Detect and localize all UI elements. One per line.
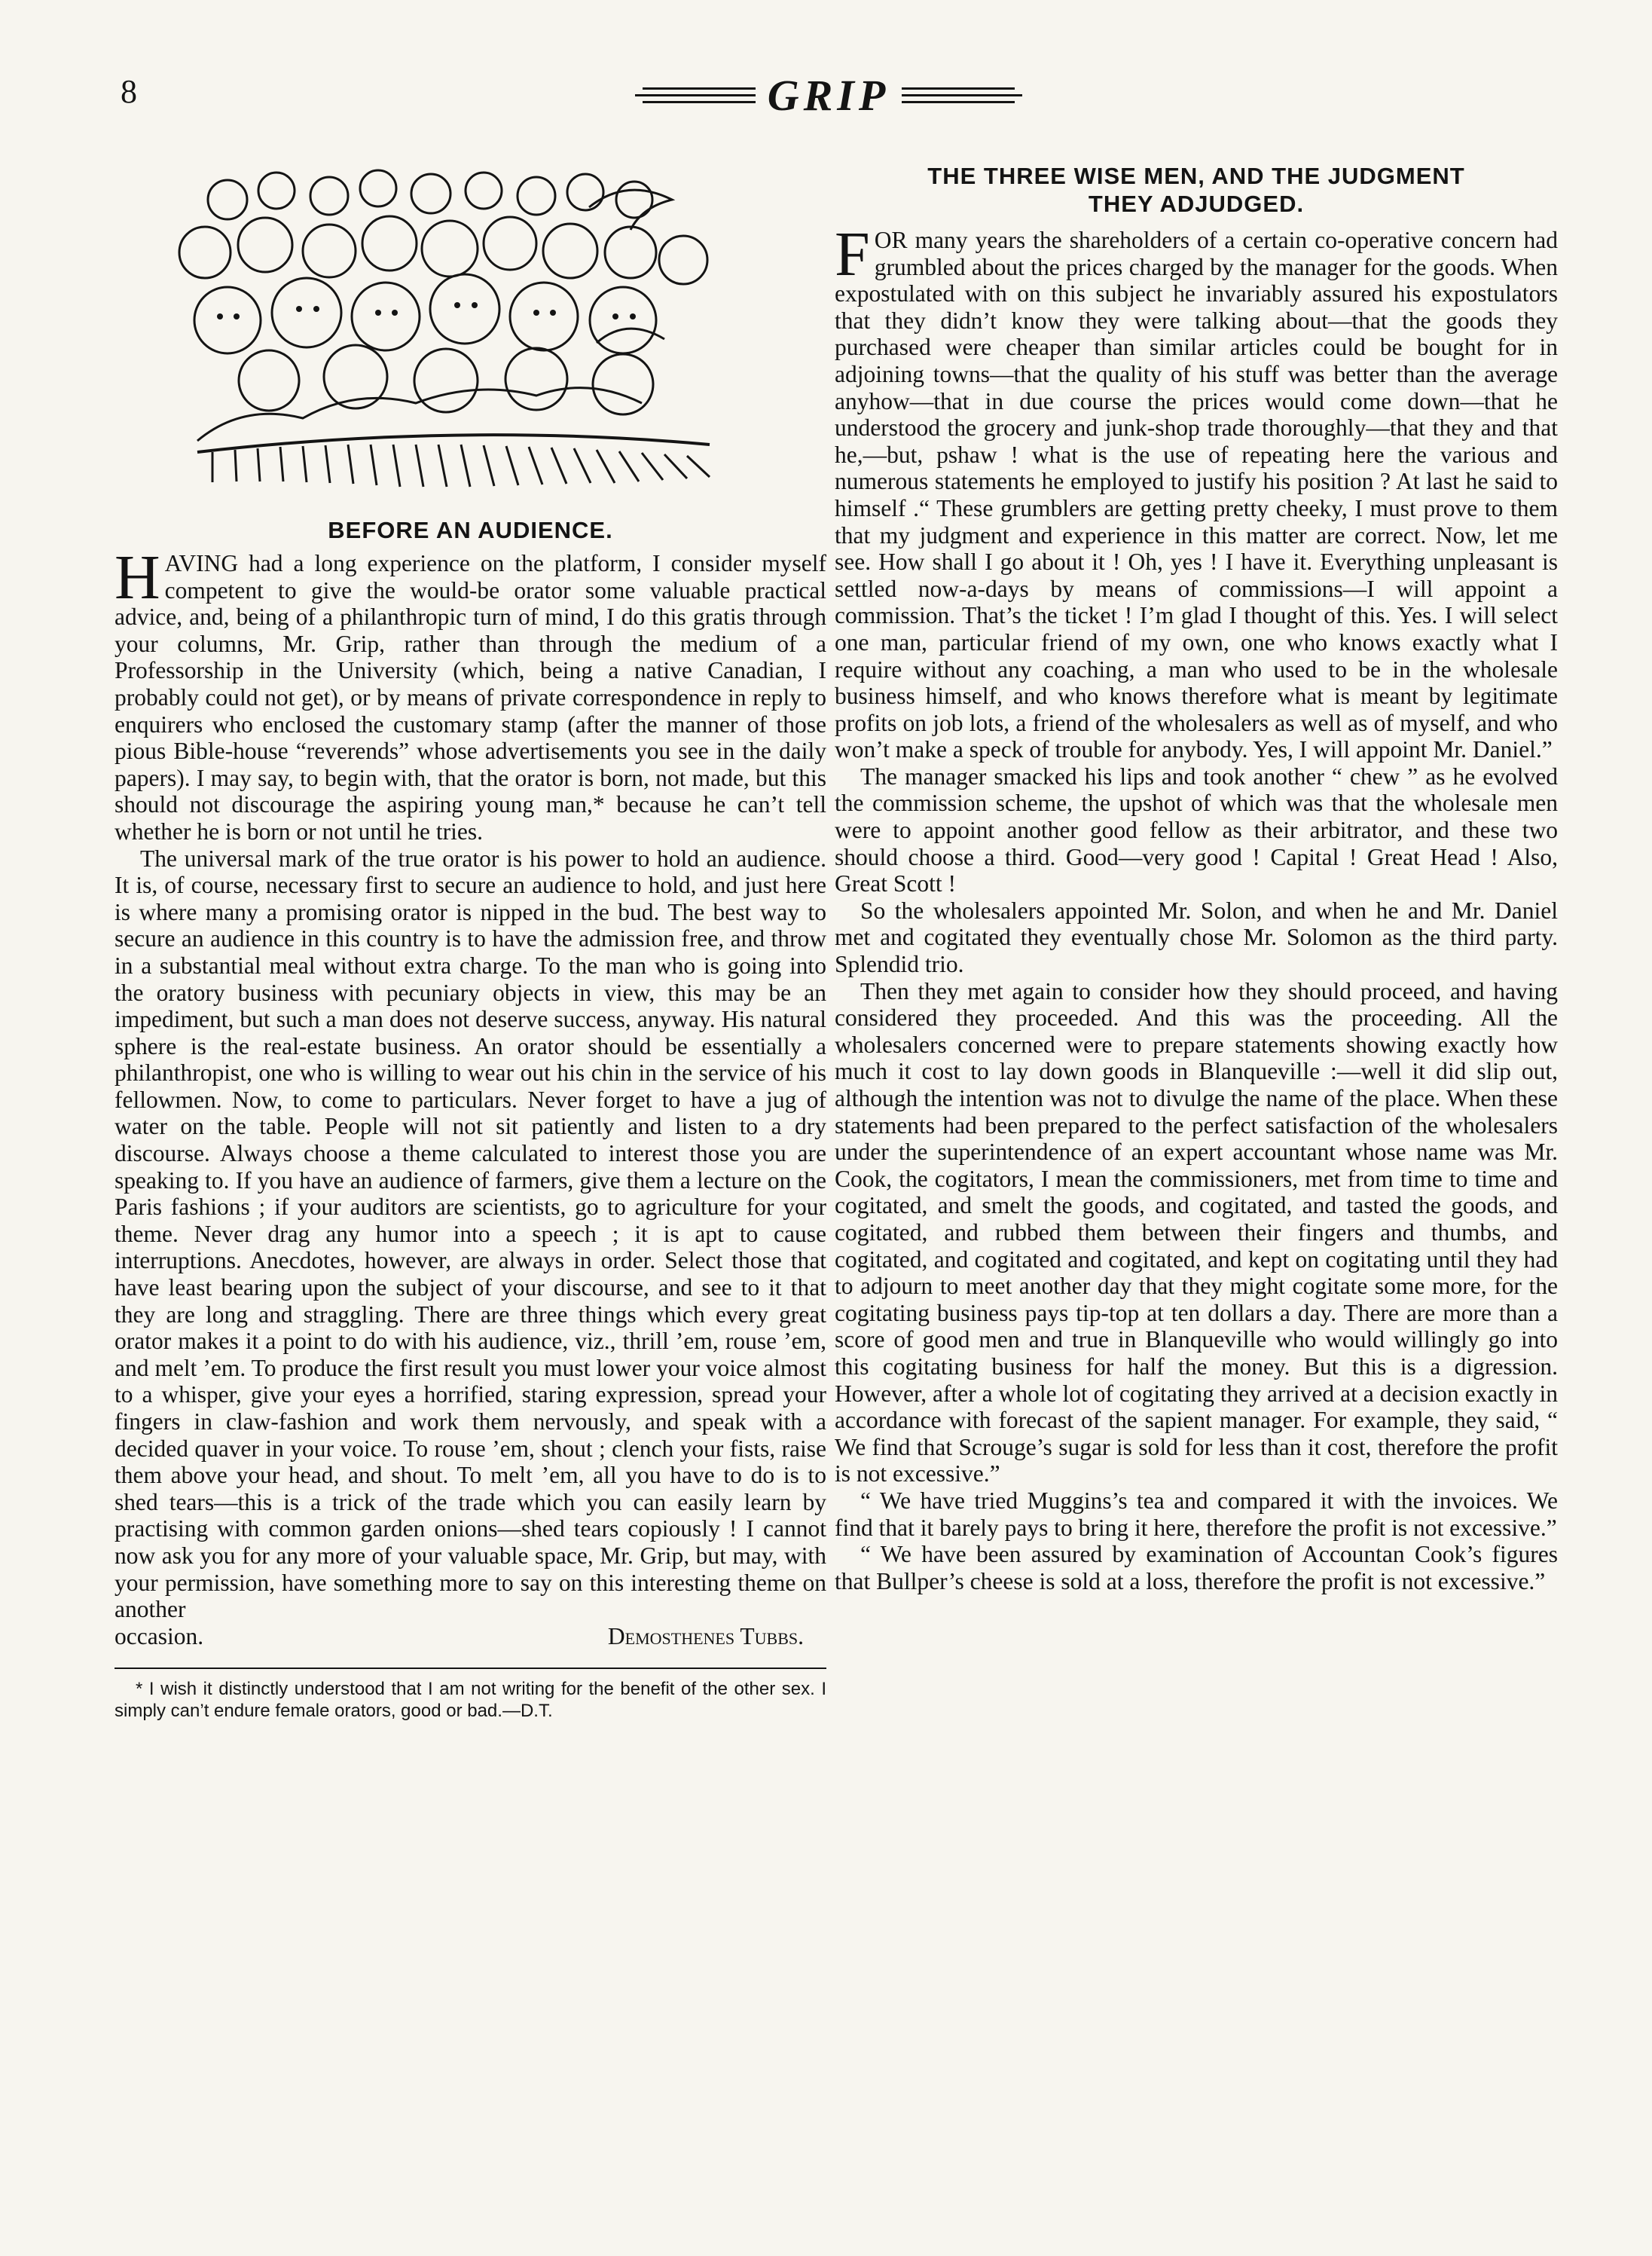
page-number: 8 xyxy=(121,73,137,110)
right-paragraph-6: “ We have been assured by examination of Accountan Cook’s figures that Bullper’s cheese is sold at a loss, therefore the profit is not excessive.” xyxy=(835,1541,1558,1594)
author-signature: Demosthenes Tubbs. xyxy=(607,1622,804,1649)
closing-word: occasion. xyxy=(115,1622,204,1649)
footnote-divider xyxy=(115,1668,826,1669)
right-paragraph-5: “ We have tried Muggins’s tea and compared it with the invoices. We find that it barely pays to bring it here, therefore the profit is not excessive.” xyxy=(835,1487,1558,1541)
footnote: * I wish it distinctly understood that I am not writing for the benefit of the other sex. I simply can’t endure female orators, good or bad.—D.T. xyxy=(115,1679,826,1722)
right-paragraph-3: So the wholesalers appointed Mr. Solon, and when he and Mr. Daniel met and cogitated they eventually chose Mr. Solomon as the third party. Splendid trio. xyxy=(835,897,1558,978)
right-paragraph-2: The manager smacked his lips and took another “ chew ” as he evolved the commission scheme, the upshot of which was that the wholesale men were to appoint another good fellow as their arbitrator, and these two should choose a third. Good—very good ! Capital ! Great Head ! Also, Great Scott ! xyxy=(835,763,1558,897)
right-column xyxy=(835,162,1558,1594)
masthead-rule-left xyxy=(635,87,756,103)
right-article-title-line-1: THE THREE WISE MEN, AND THE JUDGMENT xyxy=(927,163,1465,189)
left-paragraph-2: The universal mark of the true orator is his power to hold an audience. It is, of course, necessary first to secure an audience to hold, and just here is where many a promising orator is nipped in the bud. The best way to secure an audience in this country is to have the admission free, and throw in a substantial meal without extra charge. To the man who is going into the oratory business with pecuniary objects in view, this may be an impediment, but such a man does not deserve success, anyway. His natural sphere is the real-estate business. An orator should be essentially a philanthropist, one who is willing to wear out his chin in the service of his fellowmen. Now, to come to particulars. Never forget to have a jug of water on the table. People will not sit patiently and listen to a dry discourse. Always choose a theme calculated to interest those you are speaking to. If you have an audience of farmers, give them a lecture on the Paris fashions ; if your auditors are scientists, go to agriculture for your theme. Never drag any humor into a speech ; it is apt to cause interruptions. Anecdotes, however, are always in order. Select those that have least bearing upon the subject of your discourse, and see to it that they are long and straggling. There are three things which every great orator makes it a point to do with his audience, viz., thrill ’em, rouse ’em, and melt ’em. To produce the first result you must lower your voice almost to a whisper, give your eyes a horrified, staring expression, spread your fingers in claw-fashion and work them nervously, and speak with a decided quaver in your voice. To rouse ’em, shout ; clench your fists, raise them above your head, and shout. To melt ’em, all you have to do is to shed tears—this is a trick of the trade which you can easily learn by practising with common garden onions—shed tears copiously ! I cannot now ask you for any more of your valuable space, Mr. Grip, but may, with your permission, have something more to say on this interesting theme on another xyxy=(115,845,826,1623)
left-paragraph-1: HAVING had a long experience on the platform, I consider myself competent to give the would-be orator some valuable practical advice, and, being of a philanthropic turn of mind, I do this gratis through your columns, Mr. Grip, rather than through the medium of a Professorship in the University (which, being a native Canadian, I probably could not get), or by means of private correspondence in reply to enquirers who enclosed the customary stamp (after the manner of those pious Bible-house “reverends” whose advertisements you see in the daily papers). I may say, to begin with, that the orator is born, not made, but this should not discourage the aspiring young man,* because he can’t tell whether he is born or not until he tries. xyxy=(115,543,826,845)
signature-row xyxy=(115,1623,826,1650)
masthead xyxy=(588,72,1070,118)
left-article-title: BEFORE AN AUDIENCE. xyxy=(328,517,613,543)
audience-illustration xyxy=(115,154,826,509)
right-article-title-line-2: THEY ADJUDGED. xyxy=(1088,191,1305,217)
masthead-rule-right xyxy=(902,87,1022,103)
masthead-title: GRIP xyxy=(767,70,890,120)
right-paragraph-4: Then they met again to consider how they should proceed, and having considered they proceeded. And this was the proceeding. All the wholesalers concerned were to prepare statements showing exactly how much it cost to lay down goods in Blanqueville :—well it did slip out, although the intention was not to divulge the name of the place. When these statements had been prepared to the perfect satisfaction of the wholesalers under the superintendence of an expert accountant whose name was Mr. Cook, the cogitators, I mean the commissioners, met from time to time and cogitated, and smelt the goods, and cogitated, and tasted the goods, and cogitated, and rubbed them between their fingers and thumbs, and cogitated, and cogitated and cogitated, and kept on cogitating until they had to adjourn to meet another day that they might cogitate some more, for the cogitating business pays tip-top at ten dollars a day. There are more than a score of good men and true in Blanqueville who would willingly go into this cogitating business for half the money. But this is a digression. However, after a whole lot of cogitating they arrived at a decision exactly in accordance with forecast of the sapient manager. For example, they said, “ We find that Scrouge’s sugar is sold for less than it cost, therefore the profit is not excessive.” xyxy=(835,977,1558,1487)
right-paragraph-1: FOR many years the shareholders of a certain co-operative concern had grumbled about the prices charged by the manager for the goods. When expostulated with on this subject he invariably assured his expostulators that they didn’t know they were talking about—that the goods they purchased were cheaper than similar articles could be bought for in adjoining towns—that the quality of his stuff was better than the average anyhow—that in due course the prices would come down—that he understood the grocery and junk-shop trade thoroughly—that they and that he,—but, pshaw ! what is the use of repeating here the various and numerous statements he employed to justify his position ? At last he said to himself .“ These grumblers are getting pretty cheeky, I must prove to them that my judgment and experience in this matter are correct. Now, let me see. How shall I go about it ! Oh, yes ! I have it. Everything unpleasant is settled now-a-days by means of commissions—I will appoint a commission. That’s the ticket ! I’m glad I thought of this. Yes. I will select one man, particular friend of my own, one who knows exactly what I require without any coaching, a man who used to be in the wholesale business himself, and who knows therefore what is meant by legitimate profits on job lots, a friend of the wholesalers as well as of myself, and who won’t make a speck of trouble for anybody. Yes, I will appoint Mr. Daniel.” xyxy=(835,219,1558,763)
left-column xyxy=(115,154,826,1722)
